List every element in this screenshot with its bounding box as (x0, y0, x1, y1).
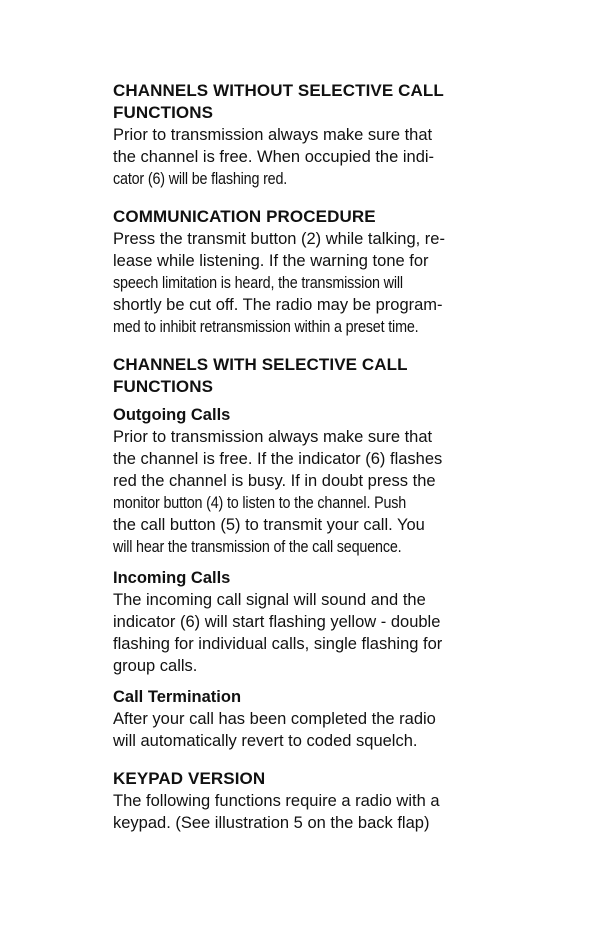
section-heading (113, 206, 485, 228)
section-body (113, 790, 485, 834)
body-line: Prior to transmission always make sure that (113, 428, 433, 446)
body-line: red the channel is busy. If in doubt press the (113, 472, 436, 490)
body-line: The following functions require a radio with a (113, 792, 440, 810)
subsection-call-termination (113, 686, 485, 752)
section-keypad-version (113, 768, 485, 834)
body-line: shortly be cut off. The radio may be program- (113, 296, 443, 314)
subsection-body (113, 589, 485, 677)
heading-line: KEYPAD VERSION (113, 769, 266, 788)
section-body (113, 228, 485, 338)
body-line: will hear the transmission of the call sequence. (113, 538, 402, 556)
section-communication-procedure (113, 206, 485, 338)
heading-line: COMMUNICATION PROCEDURE (113, 207, 376, 226)
heading-line: CHANNELS WITHOUT SELECTIVE CALL (113, 81, 444, 100)
section-channels-with-selective-call (113, 354, 485, 752)
section-channels-without-selective-call (113, 80, 485, 190)
subsection-body (113, 426, 485, 558)
subsection-incoming-calls (113, 567, 485, 677)
document-page (113, 80, 485, 834)
body-line: speech limitation is heard, the transmission will (113, 274, 403, 292)
body-line: group calls. (113, 657, 198, 675)
body-line: The incoming call signal will sound and the (113, 591, 426, 609)
subsection-title: Outgoing Calls (113, 406, 231, 424)
body-line: cator (6) will be flashing red. (113, 170, 288, 188)
section-heading (113, 354, 485, 398)
section-heading (113, 768, 485, 790)
heading-line: FUNCTIONS (113, 377, 214, 396)
body-line: the channel is free. When occupied the indi- (113, 148, 435, 166)
body-line: med to inhibit retransmission within a preset time. (113, 318, 419, 336)
heading-line: CHANNELS WITH SELECTIVE CALL (113, 355, 408, 374)
body-line: indicator (6) will start flashing yellow - double (113, 613, 441, 631)
subsection-outgoing-calls (113, 404, 485, 558)
body-line: flashing for individual calls, single flashing for (113, 635, 443, 653)
body-line: Press the transmit button (2) while talking, re- (113, 230, 445, 248)
body-line: will automatically revert to coded squelch. (113, 732, 418, 750)
body-line: lease while listening. If the warning tone for (113, 252, 429, 270)
subsection-title: Incoming Calls (113, 569, 231, 587)
subsection-body (113, 708, 485, 752)
subsection-title: Call Termination (113, 688, 242, 706)
body-line: monitor button (4) to listen to the channel. Push (113, 494, 407, 512)
body-line: keypad. (See illustration 5 on the back flap) (113, 814, 430, 832)
section-heading (113, 80, 485, 124)
body-line: the call button (5) to transmit your call. You (113, 516, 425, 534)
body-line: the channel is free. If the indicator (6) flashes (113, 450, 443, 468)
body-line: After your call has been completed the radio (113, 710, 436, 728)
section-body (113, 124, 485, 190)
body-line: Prior to transmission always make sure that (113, 126, 433, 144)
heading-line: FUNCTIONS (113, 103, 214, 122)
